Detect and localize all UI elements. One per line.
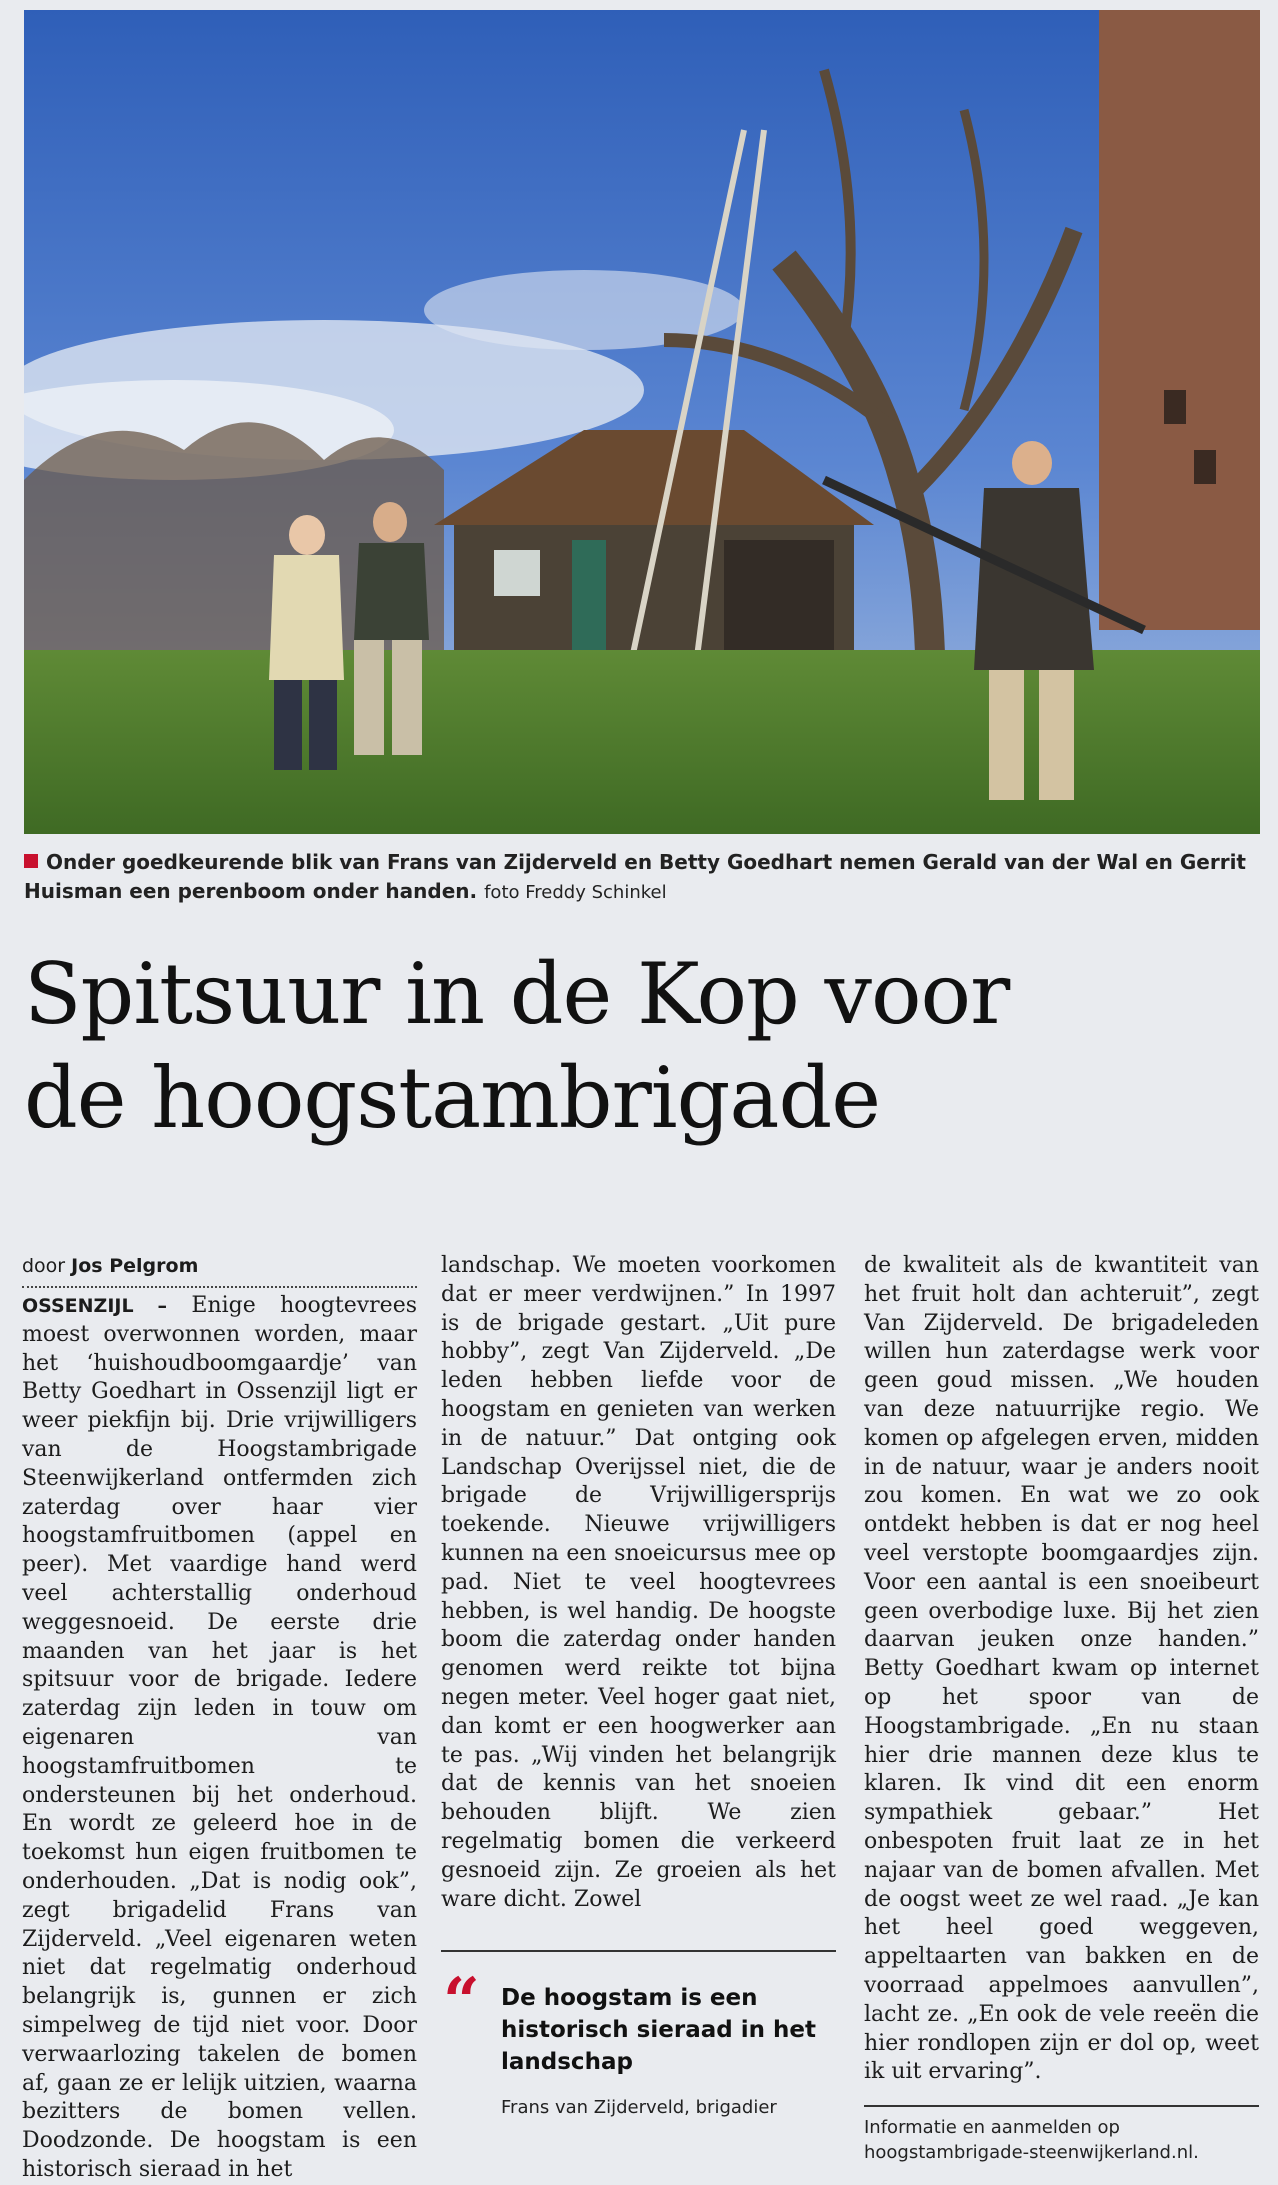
quote-mark-icon: “: [443, 1964, 480, 2039]
photo-credit: foto Freddy Schinkel: [484, 882, 667, 903]
headline: [24, 942, 1260, 1150]
caption-marker: [24, 854, 38, 868]
byline: [22, 1252, 417, 1280]
article-paragraph: [22, 1292, 417, 2185]
article-column-3: [864, 1252, 1259, 2087]
article-column-1: [22, 1252, 417, 2185]
byline-prefix: door: [22, 1255, 66, 1277]
article-column-2: [441, 1252, 836, 1914]
col2-body: landschap. We moeten voorkomen dat er meer verdwijnen.” In 1997 is de brigade gestart. „Uit pure hobby”, zegt Van Zijderveld. „De leden hebben liefde voor de hoogstam en genieten van werken in de natuur.” Dat ontging ook Landschap Overijssel niet, die de brigade de Vrijwilligersprijs toekende. Nieuwe vrijwilligers kunnen na een snoeicursus mee op pad. Niet te veel hoogtevrees hebben, is wel handig. De hoogste boom die zaterdag onder handen genomen werd reikte tot bijna negen meter. Veel hoger gaat niet, dan komt er een hoogwerker aan te pas. „Wij vinden het belangrijk dat de kennis van het snoeien behouden blijft. We zien regelmatig bomen die verkeerd gesnoeid zijn. Ze groeien als het ware dicht. Zowel: [441, 1253, 836, 1912]
headline-line-2: de hoogstambrigade: [24, 1049, 880, 1147]
headline-line-1: Spitsuur in de Kop voor: [24, 945, 1010, 1043]
dateline: OSSENZIJL –: [22, 1295, 168, 1317]
caption-text: Onder goedkeurende blik van Frans van Zijderveld en Betty Goedhart nemen Gerald van der Wal en Gerrit Huisman een perenboom onder handen.: [24, 850, 1246, 903]
byline-author: Jos Pelgrom: [71, 1255, 199, 1277]
orchard-photo-illustration: [24, 10, 1260, 834]
photo-caption: [24, 848, 1260, 907]
article-photo: [24, 10, 1260, 834]
info-text: Informatie en aanmelden op hoogstambrigade-steenwijkerland.nl.: [864, 2117, 1199, 2163]
info-box: [864, 2105, 1259, 2165]
col1-body: Enige hoogtevrees moest overwonnen worden, maar het ‘huishoudboomgaardje’ van Betty Goedhart in Ossenzijl ligt er weer piekfijn bij. Drie vrijwilligers van de Hoogstambrigade Steenwijkerland ontfermden zich zaterdag over haar vier hoogstamfruitbomen (appel en peer). Met vaardige hand werd veel achterstallig onderhoud weggesnoeid. De eerste drie maanden van het jaar is het spitsuur voor de brigade. Iedere zaterdag zijn leden in touw om eigenaren van hoogstamfruitbomen te ondersteunen bij het onderhoud. En wordt ze geleerd hoe in de toekomst hun eigen fruitbomen te onderhouden. „Dat is nodig ook”, zegt brigadelid Frans van Zijderveld. „Veel eigenaren weten niet dat regelmatig onderhoud belangrijk is, gunnen er zich simpelweg de tijd niet voor. Door verwaarlozing takelen de bomen af, gaan ze er lelijk uitzien, waarna bezitters de bomen vellen. Doodzonde. De hoogstam is een historisch sieraad in het: [22, 1293, 417, 2182]
pull-quote-text: De hoogstam is een historisch sieraad in het landschap: [501, 1985, 816, 2075]
col3-body: de kwaliteit als de kwantiteit van het fruit holt dan achteruit”, zegt Van Zijderveld. De brigadeleden willen hun zaterdagse werk voor geen goud missen. „We houden van deze natuurrijke regio. We komen op afgelegen erven, midden in de natuur, waar je anders nooit zou komen. En wat we zo ook ontdekt hebben is dat er nog heel veel verstopte boomgaardjes zijn. Voor een aantal is een snoeibeurt geen overbodige luxe. Bij het zien daarvan jeuken onze handen.” Betty Goedhart kwam op internet op het spoor van de Hoogstambrigade. „En nu staan hier drie mannen deze klus te klaren. Ik vind dit een enorm sympathiek gebaar.” Het onbespoten fruit laat ze in het najaar van de bomen afvallen. Met de oogst weet ze wel raad. „Je kan het heel goed weggeven, appeltaarten van bakken en de voorraad appelmoes aanvullen”, lacht ze. „En ook de vele reeën die hier rondlopen zijn er dol op, weet ik uit ervaring”.: [864, 1253, 1259, 2085]
pull-quote: [441, 1950, 836, 2120]
byline-divider: [22, 1286, 417, 1288]
pull-quote-attribution: Frans van Zijderveld, brigadier: [501, 2097, 777, 2118]
